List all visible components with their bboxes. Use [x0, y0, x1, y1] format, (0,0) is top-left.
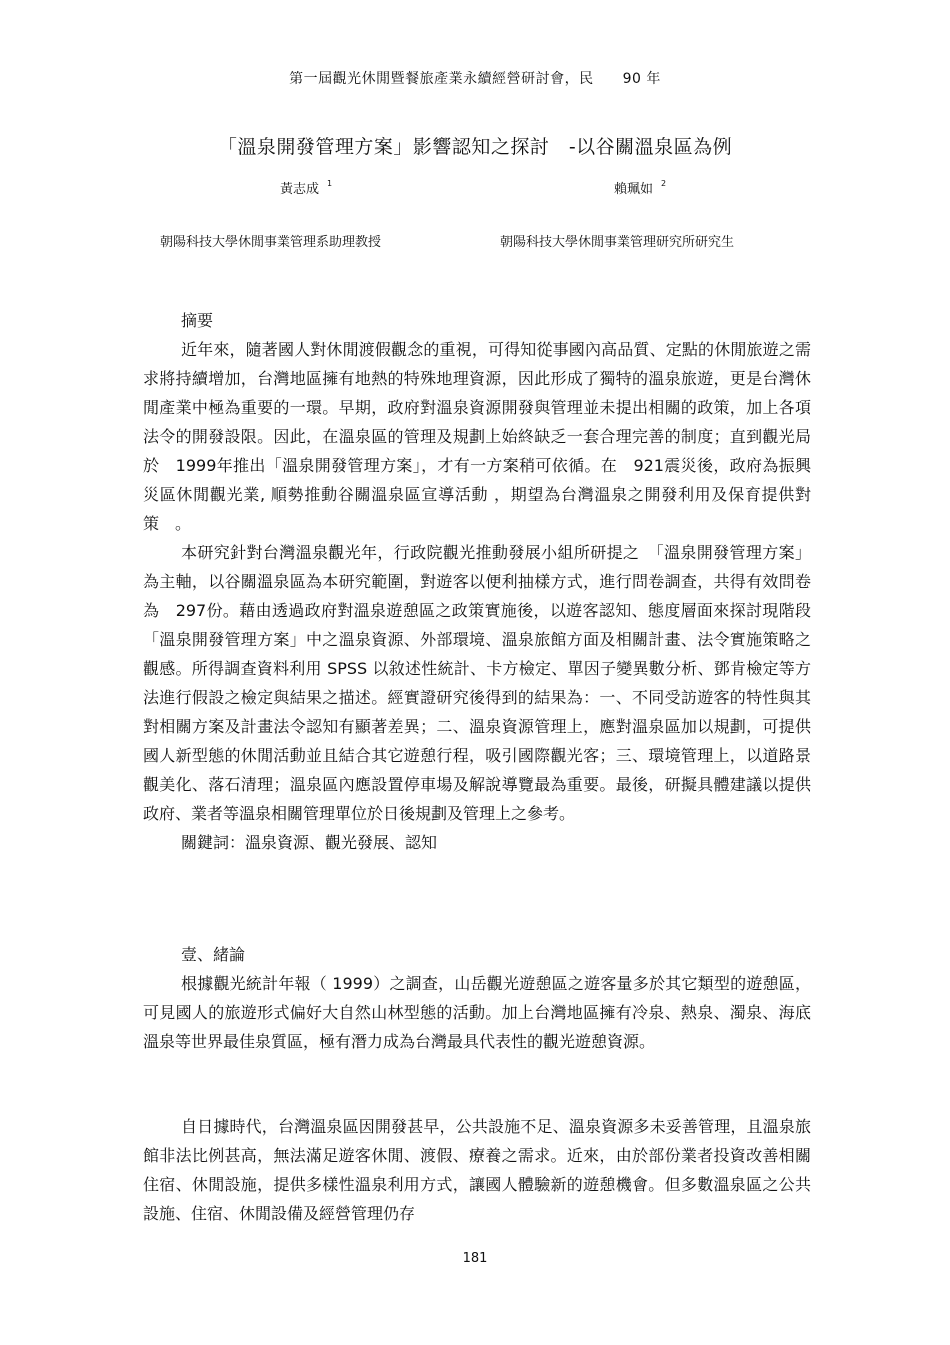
- running-header: 第一屆觀光休閒暨餐旅產業永續經營研討會，民 90 年: [289, 71, 661, 87]
- paper-title: 「溫泉開發管理方案」影響認知之探討 -以谷關溫泉區為例: [217, 136, 733, 158]
- abstract-heading: 摘要: [181, 311, 214, 330]
- body-paragraph: 根據觀光統計年報（ 1999）之調查，山岳觀光遊憩區之遊客量多於其它類型的遊憩區，可見國人的旅遊形式偏好大自然山林型態的活動。加上台灣地區擁有冷泉、熱泉、濁泉、海底溫泉等世界最佳泉質區，極有潛力成為台灣最具代表性的觀光遊憩資源。: [143, 974, 811, 1051]
- author-mark: 1: [327, 179, 333, 188]
- author-name: 黃志成: [280, 182, 320, 197]
- author-2: [614, 178, 666, 197]
- body-paragraph: 自日據時代，台灣溫泉區因開發甚早，公共設施不足、溫泉資源多未妥善管理，且溫泉旅館非法比例甚高，無法滿足遊客休閒、渡假、療養之需求。近來，由於部份業者投資改善相關住宿、休閒設施，提供多樣性溫泉利用方式，讓國人體驗新的遊憩機會。但多數溫泉區之公共設施、住宿、休閒設備及經營管理仍存: [143, 1117, 811, 1223]
- affiliation-1: 朝陽科技大學休閒事業管理系助理教授: [160, 235, 382, 250]
- affiliation-2: 朝陽科技大學休閒事業管理研究所研究生: [500, 235, 735, 250]
- abstract-paragraph: 本研究針對台灣溫泉觀光年，行政院觀光推動發展小組所研提之 「溫泉開發管理方案」為主軸，以谷關溫泉區為本研究範圍，對遊客以便利抽樣方式，進行問卷調查，共得有效問卷為 297份。藉由透過政府對溫泉遊憩區之政策實施後，以遊客認知、態度層面來探討現階段「溫泉開發管理方案」中之溫泉資源、外部環境、溫泉旅館方面及相關計畫、法令實施策略之觀感。所得調查資料利用 SPSS 以敘述性統計、卡方檢定、單因子變異數分析、鄧肯檢定等方法進行假設之檢定與結果之描述。經實證研究後得到的結果為：一、不同受訪遊客的特性與其對相關方案及計畫法令認知有顯著差異；二、溫泉資源管理上，應對溫泉區加以規劃，可提供國人新型態的休閒活動並且結合其它遊憩行程，吸引國際觀光客；三、環境管理上，以道路景觀美化、落石清理；溫泉區內應設置停車場及解說導覽最為重要。最後，研擬具體建議以提供政府、業者等溫泉相關管理單位於日後規劃及管理上之參考。: [143, 543, 811, 823]
- author-mark: 2: [661, 179, 667, 188]
- abstract-section: [143, 306, 811, 857]
- author-name: 賴珮如: [614, 182, 654, 197]
- section-heading: 壹、緒論: [181, 945, 246, 964]
- introduction-continued: [143, 1112, 811, 1228]
- keywords: 關鍵詞：溫泉資源、觀光發展、認知: [181, 833, 438, 852]
- author-1: [280, 178, 332, 197]
- page-number: 181: [462, 1251, 488, 1266]
- abstract-paragraph: 近年來，隨著國人對休閒渡假觀念的重視，可得知從事國內高品質、定點的休閒旅遊之需求將持續增加，台灣地區擁有地熱的特殊地理資源，因此形成了獨特的溫泉旅遊，更是台灣休閒產業中極為重要的一環。早期，政府對溫泉資源開發與管理並未提出相關的政策，加上各項法令的開發設限。因此，在溫泉區的管理及規劃上始終缺乏一套合理完善的制度；直到觀光局於 1999年推出「溫泉開發管理方案」，才有一方案稍可依循。在 921震災後，政府為振興災區休閒觀光業, 順勢推動谷關溫泉區宣導活動 ，期望為台灣溫泉之開發利用及保育提供對策 。: [143, 340, 811, 533]
- introduction-section: [143, 940, 811, 1056]
